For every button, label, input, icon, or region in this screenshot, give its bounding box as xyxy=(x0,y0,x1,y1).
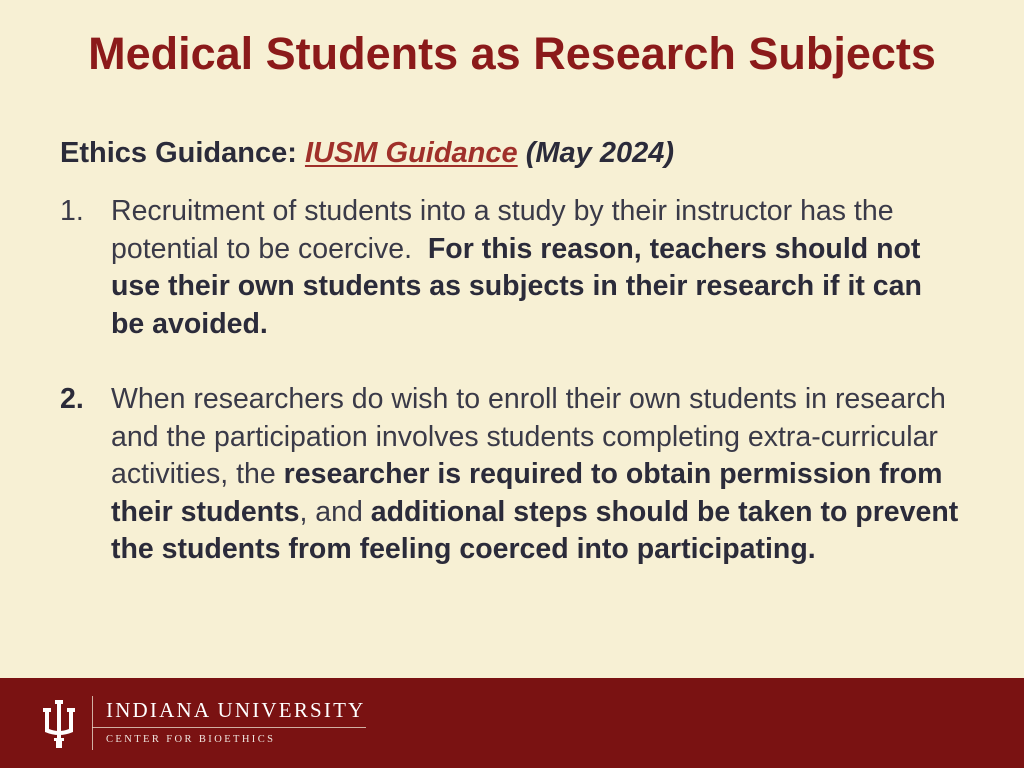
item-number: 1. xyxy=(60,195,84,227)
item-text-bold: For this reason, teachers should not use their own students as subjects in their research if it can be avoided. xyxy=(111,232,922,340)
guidance-list xyxy=(60,193,960,569)
iu-trident-icon xyxy=(38,698,80,750)
item-text: When researchers do wish to enroll their own students in research and the participation involves students completing extra-curricular activities, the xyxy=(111,382,946,491)
guidance-date: (May 2024) xyxy=(525,137,675,169)
item-text-bold: researcher is required to obtain permission from their students xyxy=(111,458,943,528)
center-name: CENTER FOR BIOETHICS xyxy=(106,734,276,745)
guidance-label: Ethics Guidance: xyxy=(60,137,297,169)
iusm-guidance-link[interactable]: IUSM Guidance xyxy=(304,137,518,169)
item-text: Recruitment of students into a study by their instructor has the potential to be coercive. xyxy=(111,195,894,265)
list-item xyxy=(60,381,960,569)
item-number: 2. xyxy=(60,382,84,415)
item-text-bold: additional steps should be taken to prevent the students from feeling coerced into participating. xyxy=(111,495,959,566)
ethics-guidance-heading xyxy=(60,137,674,170)
footer-divider xyxy=(92,696,93,750)
slide-title: Medical Students as Research Subjects xyxy=(88,28,936,79)
item-text: , and xyxy=(299,495,363,528)
list-item xyxy=(60,193,960,343)
university-name: INDIANA UNIVERSITY xyxy=(106,698,366,722)
footer-rule xyxy=(92,727,366,728)
footer-bar xyxy=(0,678,1024,768)
